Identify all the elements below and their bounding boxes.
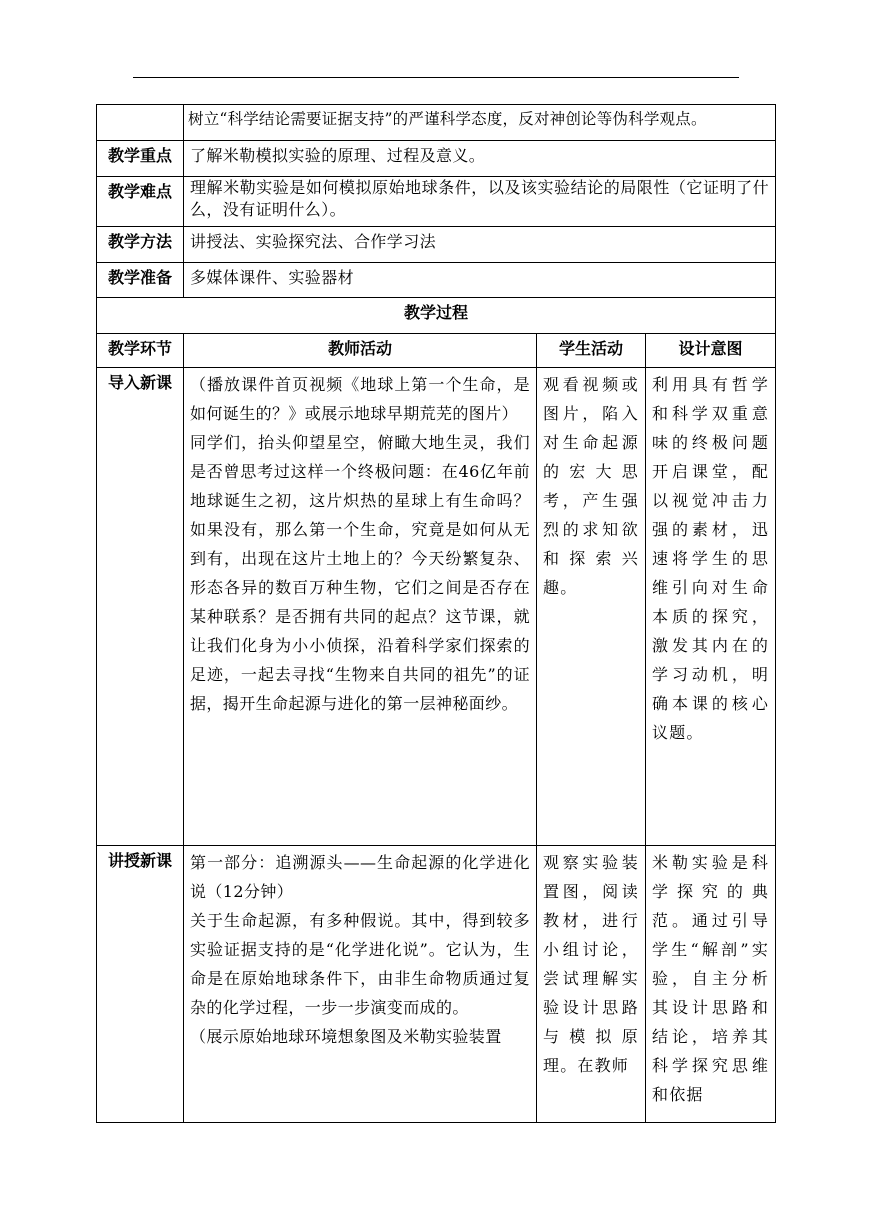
teach-row — [97, 846, 776, 1123]
key-point-value: 了解米勒模拟实验的原理、过程及意义。 — [184, 141, 776, 177]
difficulty-row — [97, 177, 776, 227]
header-rule — [133, 77, 739, 78]
column-header-stage: 教学环节 — [97, 334, 184, 368]
intro-row — [97, 368, 776, 846]
teach-student-activity: 观察实验装置图，阅读教材，进行小组讨论，尝试理解实验设计思路与模拟原理。在教师 — [537, 846, 646, 1123]
difficulty-value: 理解米勒实验是如何模拟原始地球条件，以及该实验结论的局限性（它证明了什么，没有证明什么）。 — [184, 177, 776, 227]
process-title: 教学过程 — [97, 298, 776, 334]
intro-teacher-paragraph: 同学们，抬头仰望星空，俯瞰大地生灵，我们是否曾思考过这样一个终极问题：在46亿年前地球诞生之初，这片炽热的星球上有生命吗？如果没有，那么第一个生命，究竟是如何从无到有，出现在这片土地上的？今天纷繁复杂、形态各异的数百万种生物，它们之间是否存在某种联系？是否拥有共同的起点？这节课，就让我们化身为小小侦探，沿着科学家们探索的足迹，一起去寻找“生物来自共同的祖先”的证据，揭开生命起源与进化的第一层神秘面纱。 — [190, 433, 530, 713]
column-header-student: 学生活动 — [537, 334, 646, 368]
method-row — [97, 227, 776, 263]
column-header-row — [97, 334, 776, 368]
goal-label-cell — [97, 105, 184, 141]
intro-teacher-activity — [184, 368, 537, 846]
teach-teacher-activity — [184, 846, 537, 1123]
preparation-label: 教学准备 — [97, 263, 184, 298]
teach-stage-label: 讲授新课 — [97, 846, 184, 1123]
preparation-row — [97, 263, 776, 298]
column-header-teacher: 教师活动 — [184, 334, 537, 368]
teach-teacher-paragraph: （展示原始地球环境想象图及米勒实验装置 — [190, 1027, 502, 1046]
process-title-row — [97, 298, 776, 334]
key-point-row — [97, 141, 776, 177]
intro-stage-label: 导入新课 — [97, 368, 184, 846]
key-point-label: 教学重点 — [97, 141, 184, 177]
difficulty-label: 教学难点 — [97, 177, 184, 227]
column-header-design: 设计意图 — [646, 334, 776, 368]
preparation-value: 多媒体课件、实验器材 — [184, 263, 776, 298]
teach-teacher-paragraph: 第一部分：追溯源头——生命起源的化学进化说（12分钟） — [190, 853, 530, 901]
teach-design-intent: 米勒实验是科学探究的典范。通过引导学生“解剖”实验，自主分析其设计思路和结论，培养其科学探究思维和依据 — [646, 846, 776, 1123]
intro-teacher-paragraph: （播放课件首页视频《地球上第一个生命，是如何诞生的？》或展示地球早期荒芜的图片） — [190, 375, 530, 423]
goal-row — [97, 105, 776, 141]
intro-design-intent: 利用具有哲学和科学双重意味的终极问题开启课堂，配以视觉冲击力强的素材，迅速将学生的思维引向对生命本质的探究，激发其内在的学习动机，明确本课的核心议题。 — [646, 368, 776, 846]
method-value: 讲授法、实验探究法、合作学习法 — [184, 227, 776, 263]
method-label: 教学方法 — [97, 227, 184, 263]
intro-student-activity: 观看视频或图片，陷入对生命起源的宏大思考，产生强烈的求知欲和探索兴趣。 — [537, 368, 646, 846]
goal-continuation-text: 树立“科学结论需要证据支持”的严谨科学态度，反对神创论等伪科学观点。 — [184, 105, 776, 141]
teach-teacher-paragraph: 关于生命起源，有多种假说。其中，得到较多实验证据支持的是“化学进化说”。它认为，生命是在原始地球条件下，由非生命物质通过复杂的化学过程，一步一步演变而成的。 — [190, 911, 530, 1017]
lesson-plan-table — [96, 104, 776, 1123]
